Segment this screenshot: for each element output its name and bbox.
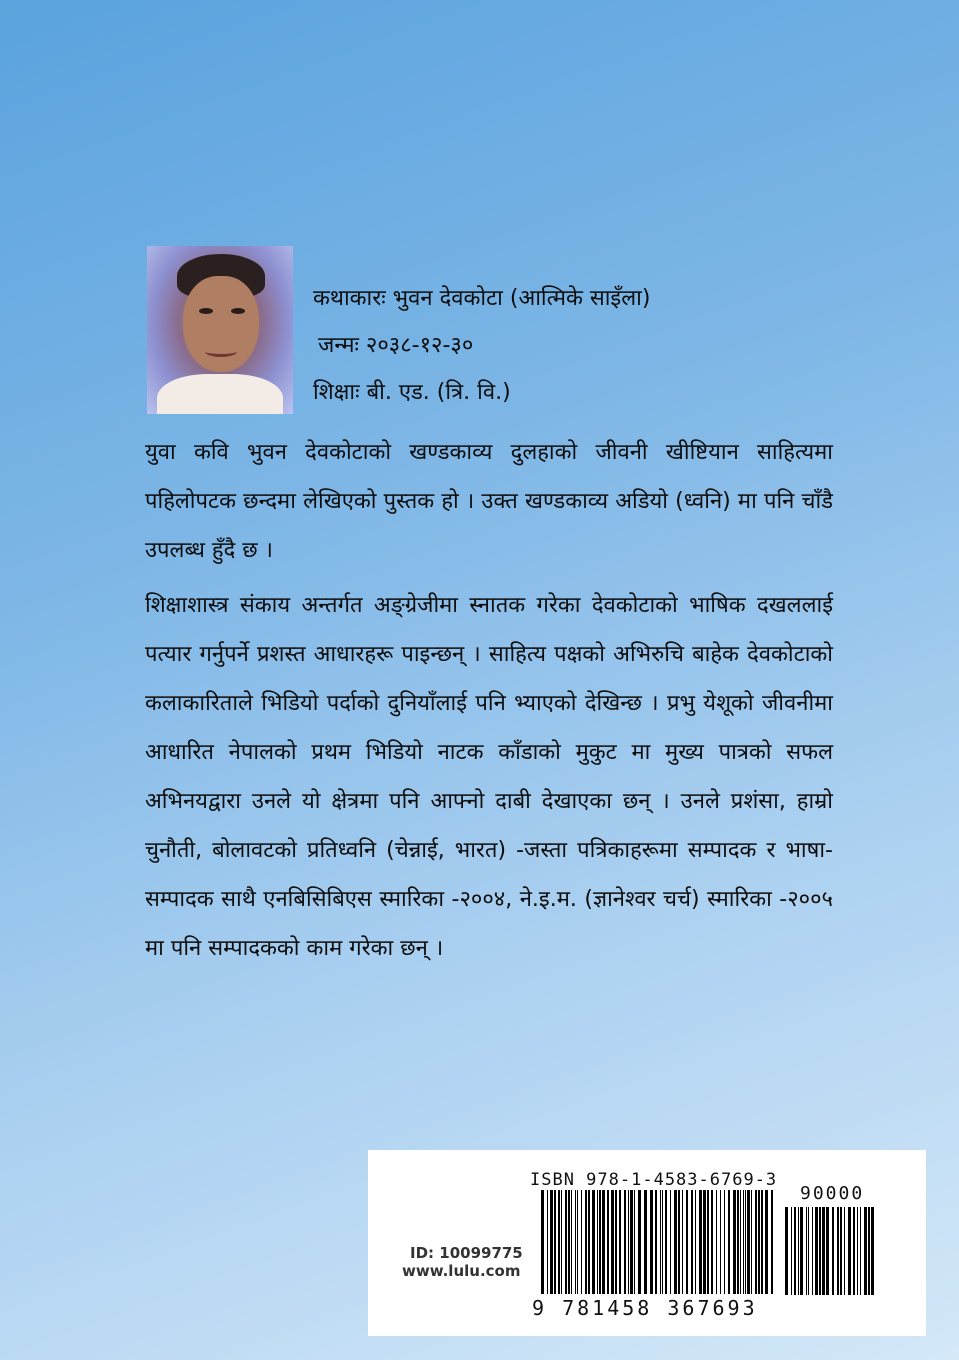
barcode-bar	[857, 1207, 858, 1295]
barcode-bar	[571, 1190, 572, 1294]
barcode-bar	[711, 1190, 713, 1294]
barcode-bar	[691, 1190, 693, 1294]
author-education-line: शिक्षाः बी. एड. (त्रि. वि.)	[313, 380, 511, 405]
barcode-bar	[581, 1190, 582, 1294]
barcode-bar	[791, 1207, 792, 1295]
barcode-bar	[740, 1190, 741, 1294]
barcode-bar	[755, 1190, 757, 1294]
barcode-bar	[812, 1207, 813, 1295]
barcode-bar	[840, 1207, 842, 1295]
barcode-bar	[761, 1190, 763, 1294]
barcode-bar	[720, 1190, 721, 1294]
barcode-bar	[624, 1190, 626, 1294]
price-code-label: 90000	[800, 1183, 865, 1204]
barcode-bar	[844, 1207, 845, 1295]
barcode-bar	[785, 1207, 788, 1295]
barcode-bar	[638, 1190, 641, 1294]
barcode-bar	[585, 1190, 587, 1294]
barcode-bar	[660, 1190, 661, 1294]
barcode-bar	[619, 1190, 621, 1294]
barcode-bar	[765, 1190, 768, 1294]
barcode-bar	[554, 1190, 556, 1294]
barcode-bar	[728, 1190, 730, 1294]
barcode-bar	[751, 1190, 752, 1294]
barcode-bar	[703, 1190, 706, 1294]
barcode-bar	[815, 1207, 818, 1295]
barcode-bar	[682, 1190, 683, 1294]
barcode-bar	[686, 1190, 688, 1294]
barcode-bar	[547, 1190, 548, 1294]
barcode-bar	[806, 1207, 807, 1295]
barcode-bar	[724, 1190, 725, 1294]
barcode-bar	[848, 1207, 851, 1295]
barcode-bar	[743, 1190, 744, 1294]
barcode-bar	[733, 1190, 736, 1294]
barcode-bar	[819, 1207, 821, 1295]
barcode-bar	[699, 1190, 702, 1294]
barcode-bar	[794, 1207, 796, 1295]
barcode-bar	[592, 1190, 595, 1294]
barcode-bar	[630, 1190, 633, 1294]
barcode-bar	[808, 1207, 809, 1295]
barcode-bar	[644, 1190, 647, 1294]
barcode-bar	[577, 1190, 578, 1294]
barcode-bar	[662, 1190, 663, 1294]
barcode-bar	[550, 1190, 553, 1294]
barcode-bar	[868, 1207, 870, 1295]
photo-eye-left	[199, 308, 213, 314]
author-photo	[147, 246, 293, 414]
author-bio	[145, 428, 833, 979]
barcode-bar	[588, 1190, 590, 1294]
lulu-url-label: www.lulu.com	[402, 1262, 521, 1280]
barcode-bar	[655, 1190, 657, 1294]
author-name-line: कथाकारः भुवन देवकोटा (आत्मिके साइँला)	[313, 286, 651, 311]
barcode-bar	[864, 1207, 867, 1295]
barcode-bar	[674, 1190, 677, 1294]
barcode-bar	[599, 1190, 601, 1294]
barcode-bar	[871, 1207, 874, 1295]
barcode-bar	[607, 1190, 609, 1294]
barcode-bar	[670, 1190, 671, 1294]
barcode-bar	[615, 1190, 617, 1294]
bio-paragraph-2: शिक्षाशास्त्र संकाय अन्तर्गत अङ्ग्रेजीमा स्नातक गरेका देवकोटाको भाषिक दखललाई पत्यार गर्नुपर्ने प्रशस्त आधारहरू पाइन्छन् । साहित्य पक्षको अभिरुचि बाहेक देवकोटाको कलाकारिताले भिडियो पर्दाको दुनियाँलाई पनि भ्याएको देखिन्छ । प्रभु येशूको जीवनीमा आधारित नेपालको प्रथम भिडियो नाटक काँडाको मुकुट मा मुख्य पात्रको सफल अभिनयद्वारा उनले यो क्षेत्रमा पनि आफ्नो दाबी देखाएका छन् । उनले प्रशंसा, हाम्रो चुनौती, बोलावटको प्रतिध्वनि (चेन्नाई, भारत) -जस्ता पत्रिकाहरूमा सम्पादक र भाषा-सम्पादक साथै एनबिसिबिएस स्मारिका -२००४, ने.इ.म. (ज्ञानेश्वर चर्च) स्मारिका -२००५ मा पनि सम्पादकको काम गरेका छन् ।	[145, 593, 833, 961]
barcode-bar	[568, 1190, 570, 1294]
barcode-bar	[826, 1207, 829, 1295]
barcode-bar	[737, 1190, 739, 1294]
isbn-label: ISBN 978-1-4583-6769-3	[530, 1170, 778, 1190]
addon-barcode	[785, 1207, 877, 1295]
photo-eye-right	[231, 308, 245, 314]
barcode-bar	[541, 1190, 544, 1294]
barcode-bar	[822, 1207, 825, 1295]
barcode-bar	[800, 1207, 803, 1295]
barcode-bar	[832, 1207, 834, 1295]
barcode-bar	[707, 1190, 709, 1294]
barcode-bar	[758, 1190, 760, 1294]
isbn-barcode	[541, 1190, 777, 1294]
barcode-bar	[837, 1207, 839, 1295]
barcode-bar	[561, 1190, 562, 1294]
barcode-digits: 9 781458 367693	[532, 1296, 758, 1320]
lulu-id-label: ID: 10099775	[410, 1244, 523, 1262]
photo-shirt	[157, 374, 283, 414]
barcode-bar	[611, 1190, 614, 1294]
barcode-bar	[575, 1190, 576, 1294]
barcode-bar	[602, 1190, 605, 1294]
barcode-bar	[628, 1190, 629, 1294]
barcode-bar	[597, 1190, 598, 1294]
barcode-bar	[860, 1207, 861, 1295]
barcode-bar	[716, 1190, 717, 1294]
barcode-bar	[798, 1207, 799, 1295]
barcode-bar	[678, 1190, 680, 1294]
barcode-bar	[634, 1190, 635, 1294]
photo-face	[183, 276, 259, 372]
barcode-bar	[665, 1190, 667, 1294]
barcode-bar	[745, 1190, 746, 1294]
bio-paragraph-1: युवा कवि भुवन देवकोटाको खण्डकाव्य दुलहाको जीवनी खीष्टियान साहित्यमा पहिलोपटक छन्दमा लेखिएको पुस्तक हो । उक्त खण्डकाव्य अडियो (ध्वनि) मा पनि चाँडै उपलब्ध हुँदै छ ।	[145, 440, 833, 563]
photo-mouth	[205, 346, 237, 357]
barcode-bar	[695, 1190, 696, 1294]
author-birth-line: जन्मः २०३८-१२-३०	[318, 333, 474, 358]
barcode-bar	[650, 1190, 653, 1294]
barcode-bar	[565, 1190, 567, 1294]
barcode-bar	[771, 1190, 773, 1294]
barcode-bar	[853, 1207, 855, 1295]
barcode-bar	[747, 1190, 750, 1294]
barcode-bar	[558, 1190, 560, 1294]
